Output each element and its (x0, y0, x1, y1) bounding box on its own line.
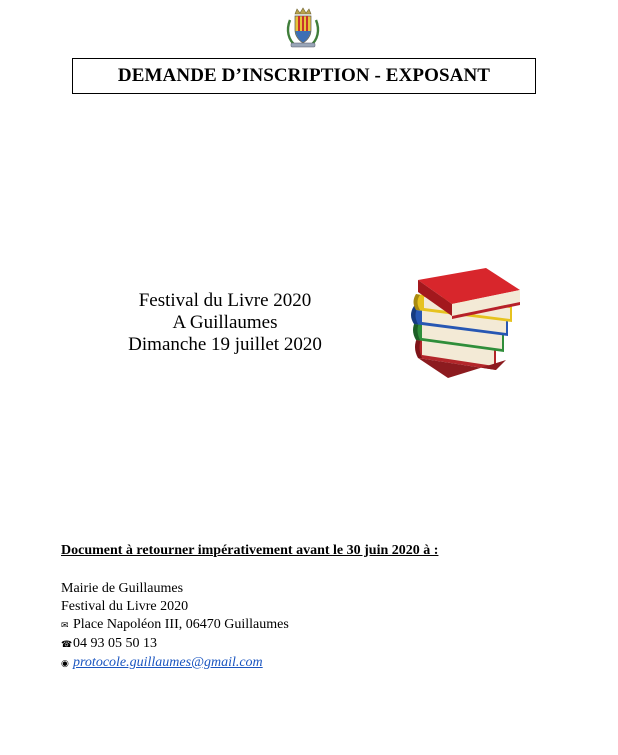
contact-phone: 04 93 05 50 13 (73, 636, 157, 651)
contact-phone-line (61, 635, 289, 654)
contact-address: Place Napoléon III, 06470 Guillaumes (73, 617, 289, 632)
contact-dept: Festival du Livre 2020 (61, 599, 189, 614)
event-info (100, 290, 350, 356)
form-title: DEMANDE D’INSCRIPTION - EXPOSANT (117, 65, 491, 86)
contact-email-link[interactable]: protocole.guillaumes@gmail.com (73, 655, 263, 670)
coat-of-arms-logo (284, 6, 322, 50)
contact-email-line (61, 654, 289, 673)
phone-icon: ☎ (61, 640, 73, 650)
event-location: A Guillaumes (172, 312, 278, 333)
return-notice: Document à retourner impérativement avant le 30 juin 2020 à : (61, 543, 439, 558)
contact-address-line (61, 616, 289, 635)
event-date: Dimanche 19 juillet 2020 (128, 334, 322, 355)
contact-org: Mairie de Guillaumes (61, 581, 184, 596)
form-title-box (72, 58, 536, 94)
envelope-icon: ✉ (61, 621, 69, 631)
at-icon: ◉ (61, 659, 69, 669)
contact-block (61, 580, 289, 673)
event-name: Festival du Livre 2020 (138, 290, 312, 311)
books-stack-illustration (408, 266, 526, 382)
